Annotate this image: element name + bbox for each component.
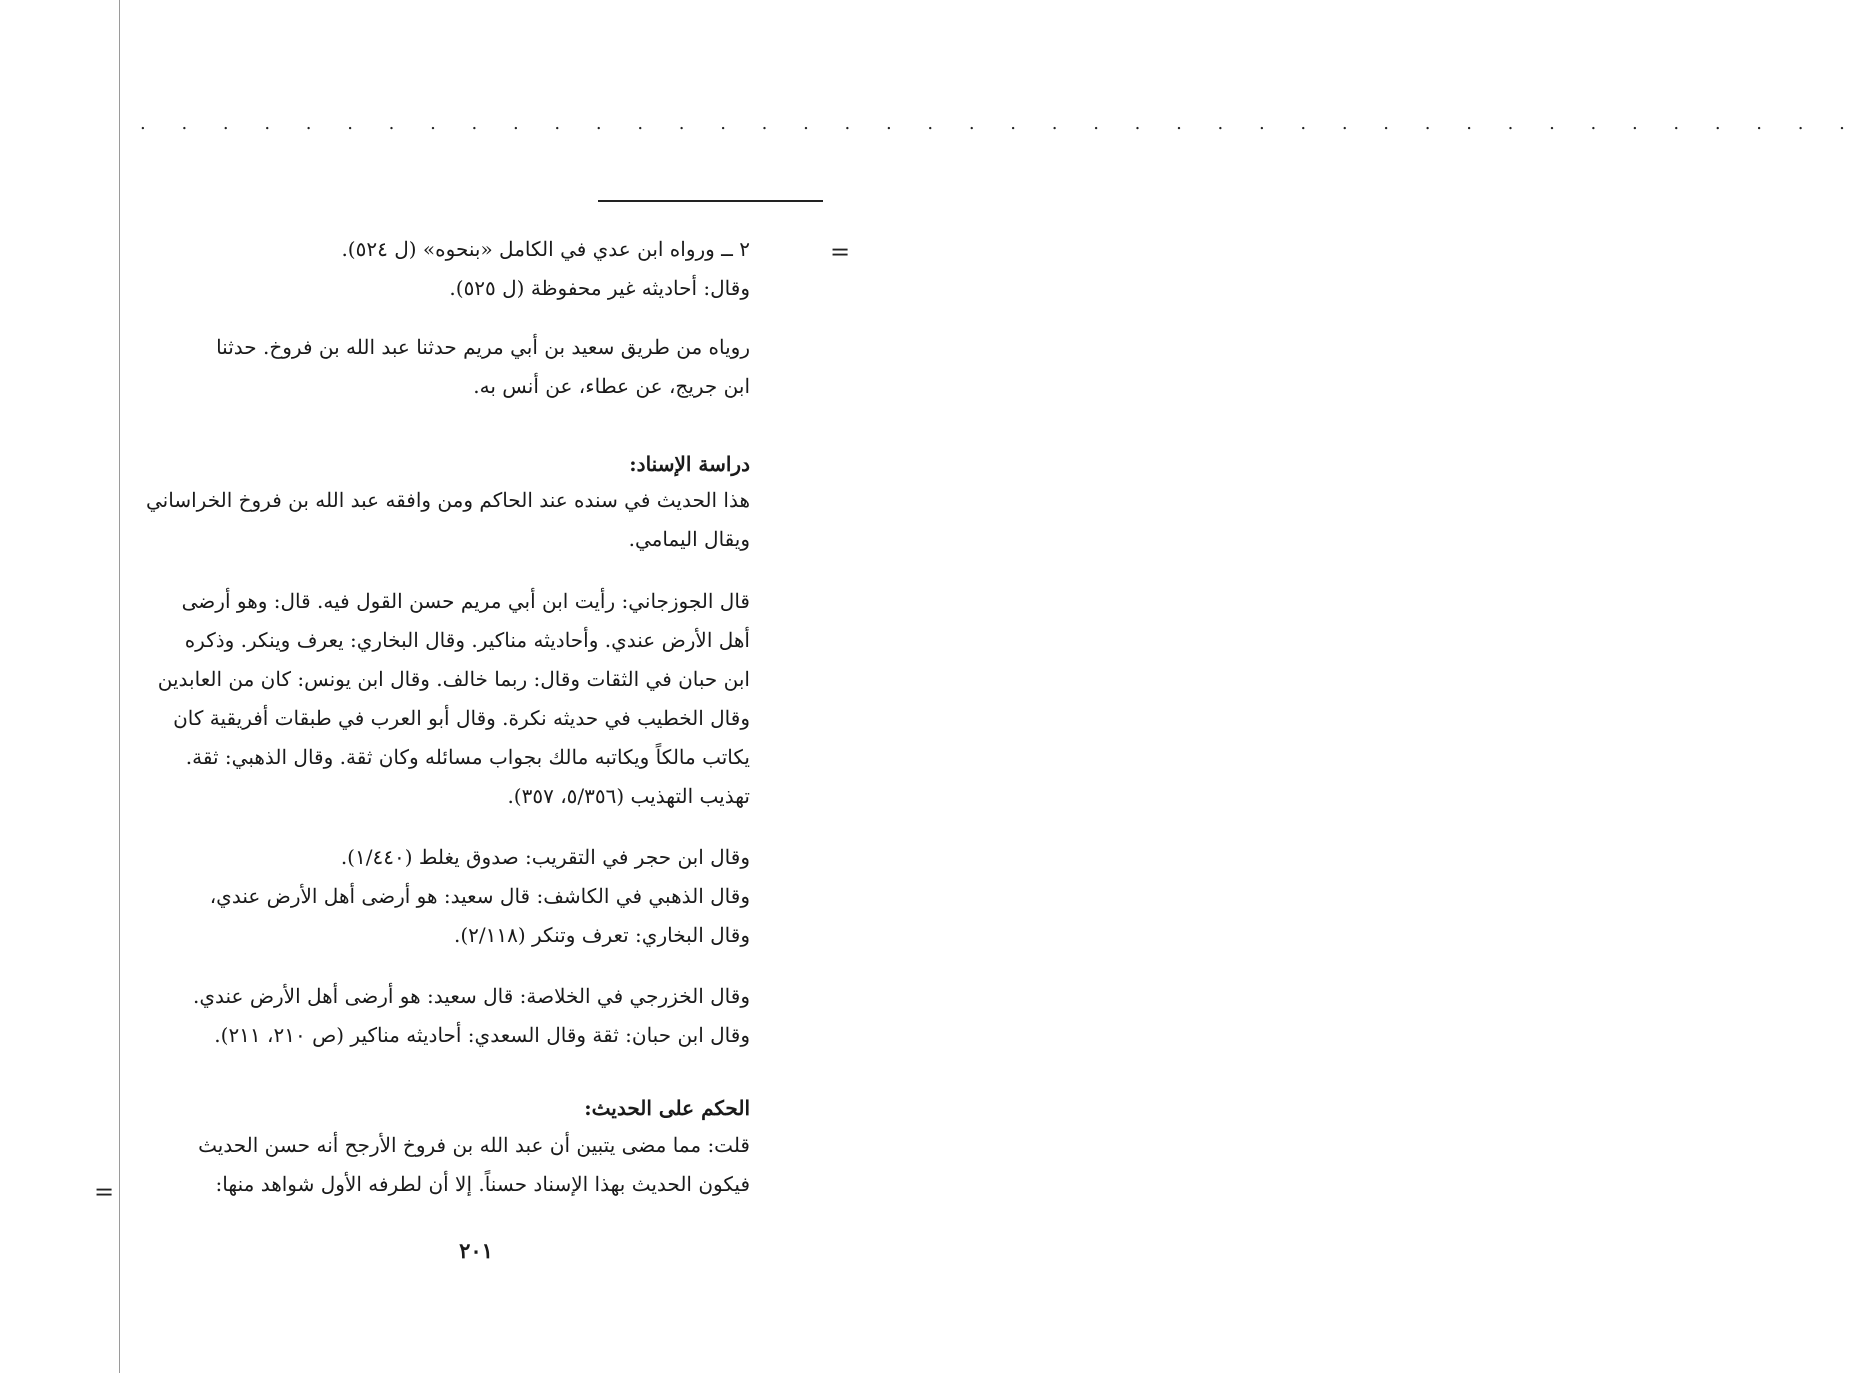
text-line: تهذيب التهذيب (٥/٣٥٦، ٣٥٧). bbox=[507, 784, 750, 808]
text-line: وقال ابن حبان: ثقة وقال السعدي: أحاديثه مناكير (ص ٢١٠، ٢١١). bbox=[214, 1023, 750, 1047]
page-number: ٢٠١ bbox=[459, 1238, 493, 1263]
text-line: قلت: مما مضى يتبين أن عبد الله بن فروخ الأرجح أنه حسن الحديث bbox=[198, 1133, 750, 1157]
text-line: وقال البخاري: تعرف وتنكر (٢/١١٨). bbox=[453, 923, 750, 947]
text-line: فيكون الحديث بهذا الإسناد حسناً. إلا أن لطرفه الأول شواهد منها: bbox=[215, 1172, 750, 1196]
text-line: وقال الذهبي في الكاشف: قال سعيد: هو أرضى أهل الأرض عندي، bbox=[209, 884, 750, 908]
paragraph-narration bbox=[130, 328, 750, 406]
dotted-separator: . . . . . . . . . . . . . . . . . . . . . . . . . . . . . . . . . . . . . . . . . . bbox=[140, 113, 1860, 134]
text-line: يكاتب مالكاً ويكاتبه مالك بجواب مسائله وكان ثقة. وقال الذهبي: ثقة. bbox=[185, 745, 750, 769]
paragraph-taqrib bbox=[130, 838, 750, 955]
text-line: ابن جريج، عن عطاء، عن أنس به. bbox=[473, 374, 750, 398]
text-line: هذا الحديث في سنده عند الحاكم ومن وافقه عبد الله بن فروخ الخراساني bbox=[146, 488, 750, 512]
page-gutter-line bbox=[119, 0, 120, 1373]
continuation-mark-left: = bbox=[94, 1178, 115, 1206]
text-line: قال الجوزجاني: رأيت ابن أبي مريم حسن القول فيه. قال: وهو أرضى bbox=[181, 589, 750, 613]
text-line: ابن حبان في الثقات وقال: ربما خالف. وقال ابن يونس: كان من العابدين bbox=[157, 667, 750, 691]
paragraph-ruling bbox=[130, 1126, 750, 1204]
text-line: وقال الخزرجي في الخلاصة: قال سعيد: هو أرضى أهل الأرض عندي. bbox=[192, 984, 750, 1008]
text-line: ويقال اليمامي. bbox=[628, 527, 750, 551]
heading-isnad-study: دراسة الإسناد: bbox=[629, 452, 750, 476]
footnote-text bbox=[130, 230, 750, 308]
footnote-line: ٢ ــ ورواه ابن عدي في الكامل «بنحوه» (ل ٥٢٤). bbox=[341, 237, 750, 261]
text-line: وقال ابن حجر في التقريب: صدوق يغلط (١/٤٤٠). bbox=[340, 845, 750, 869]
footnote-line: وقال: أحاديثه غير محفوظة (ل ٥٢٥). bbox=[449, 276, 750, 300]
text-line: وقال الخطيب في حديثه نكرة. وقال أبو العرب في طبقات أفريقية كان bbox=[173, 706, 750, 730]
heading-hadith-ruling: الحكم على الحديث: bbox=[584, 1096, 750, 1120]
footnote-rule bbox=[598, 200, 823, 202]
paragraph-narrator-opinions bbox=[130, 582, 750, 816]
text-line: أهل الأرض عندي. وأحاديثه مناكير. وقال البخاري: يعرف وينكر. وذكره bbox=[184, 628, 750, 652]
text-line: روياه من طريق سعيد بن أبي مريم حدثنا عبد الله بن فروخ. حدثنا bbox=[216, 335, 750, 359]
paragraph-isnad bbox=[130, 481, 750, 559]
continuation-mark-right: = bbox=[830, 238, 851, 266]
paragraph-khulasa bbox=[130, 977, 750, 1055]
